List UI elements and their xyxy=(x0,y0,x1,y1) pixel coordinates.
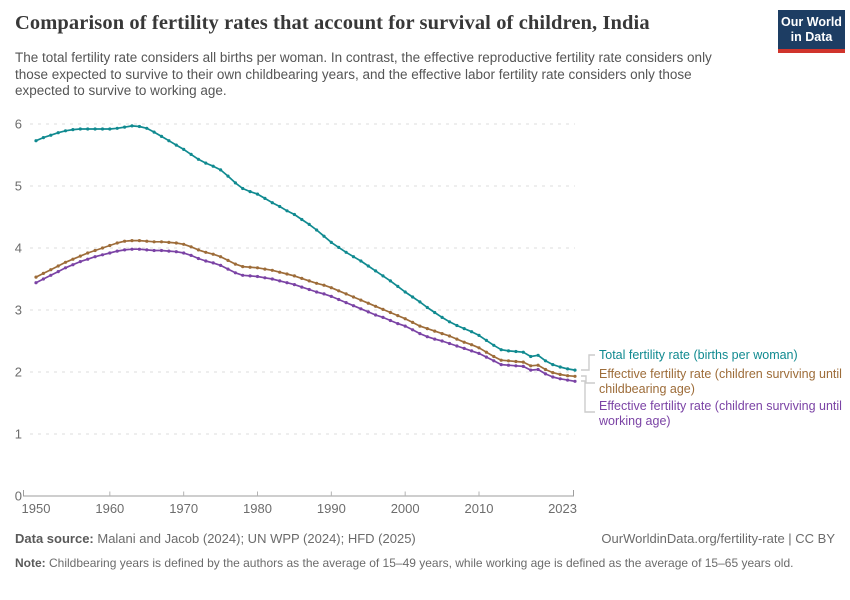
data-point[interactable] xyxy=(470,349,473,352)
data-point[interactable] xyxy=(138,125,141,128)
data-point[interactable] xyxy=(352,295,355,298)
data-point[interactable] xyxy=(396,285,399,288)
data-point[interactable] xyxy=(256,193,259,196)
y-tick-label: 2 xyxy=(14,364,22,380)
data-point[interactable] xyxy=(153,131,156,134)
data-point[interactable] xyxy=(94,127,97,130)
data-point[interactable] xyxy=(212,261,215,264)
data-point[interactable] xyxy=(418,300,421,303)
data-point[interactable] xyxy=(315,282,318,285)
data-point[interactable] xyxy=(167,241,170,244)
y-tick-label: 6 xyxy=(14,116,22,132)
data-source-value: Malani and Jacob (2024); UN WPP (2024); HFD (2025) xyxy=(93,531,416,546)
data-point[interactable] xyxy=(263,197,266,200)
data-point[interactable] xyxy=(537,354,540,357)
data-point[interactable] xyxy=(396,322,399,325)
data-point[interactable] xyxy=(278,271,281,274)
data-point[interactable] xyxy=(256,266,259,269)
data-point[interactable] xyxy=(86,251,89,254)
data-point[interactable] xyxy=(123,126,126,129)
data-point[interactable] xyxy=(441,316,444,319)
data-point[interactable] xyxy=(359,259,362,262)
data-point[interactable] xyxy=(197,257,200,260)
data-point[interactable] xyxy=(455,324,458,327)
data-point[interactable] xyxy=(204,251,207,254)
data-point[interactable] xyxy=(71,258,74,261)
data-point[interactable] xyxy=(175,250,178,253)
data-point[interactable] xyxy=(359,299,362,302)
data-point[interactable] xyxy=(79,255,82,258)
data-point[interactable] xyxy=(94,249,97,252)
data-point[interactable] xyxy=(101,127,104,130)
data-point[interactable] xyxy=(108,127,111,130)
data-point[interactable] xyxy=(182,148,185,151)
data-point[interactable] xyxy=(71,263,74,266)
data-point[interactable] xyxy=(544,368,547,371)
data-point[interactable] xyxy=(167,250,170,253)
data-point[interactable] xyxy=(485,339,488,342)
data-point[interactable] xyxy=(64,266,67,269)
data-point[interactable] xyxy=(123,240,126,243)
data-point[interactable] xyxy=(411,321,414,324)
data-point[interactable] xyxy=(167,139,170,142)
data-point[interactable] xyxy=(182,251,185,254)
data-point[interactable] xyxy=(49,134,52,137)
x-tick-label: 2023 xyxy=(548,501,577,516)
data-point[interactable] xyxy=(190,254,193,257)
data-point[interactable] xyxy=(271,269,274,272)
data-point[interactable] xyxy=(411,328,414,331)
footer xyxy=(15,531,835,571)
data-point[interactable] xyxy=(219,264,222,267)
data-point[interactable] xyxy=(359,307,362,310)
data-point[interactable] xyxy=(529,355,532,358)
data-point[interactable] xyxy=(130,239,133,242)
data-point[interactable] xyxy=(514,360,517,363)
data-point[interactable] xyxy=(544,372,547,375)
data-point[interactable] xyxy=(271,201,274,204)
data-point[interactable] xyxy=(448,334,451,337)
data-point[interactable] xyxy=(522,361,525,364)
data-point[interactable] xyxy=(418,325,421,328)
data-point[interactable] xyxy=(42,136,45,139)
data-point[interactable] xyxy=(190,153,193,156)
data-point[interactable] xyxy=(212,253,215,256)
data-point[interactable] xyxy=(470,330,473,333)
data-point[interactable] xyxy=(234,271,237,274)
x-tick-label: 1990 xyxy=(316,501,346,516)
data-point[interactable] xyxy=(116,250,119,253)
data-point[interactable] xyxy=(278,205,281,208)
y-tick-label: 3 xyxy=(14,302,22,318)
x-tick-label: 1970 xyxy=(169,501,199,516)
page-title: Comparison of fertility rates that account for survival of children, India xyxy=(15,12,650,34)
data-point[interactable] xyxy=(219,255,222,258)
data-point[interactable] xyxy=(441,339,444,342)
data-point[interactable] xyxy=(514,364,517,367)
y-tick-label: 5 xyxy=(14,178,22,194)
data-point[interactable] xyxy=(455,344,458,347)
data-point[interactable] xyxy=(448,320,451,323)
legend-connector-1 xyxy=(581,376,595,383)
data-point[interactable] xyxy=(249,190,252,193)
data-point[interactable] xyxy=(389,279,392,282)
data-point[interactable] xyxy=(404,317,407,320)
data-point[interactable] xyxy=(470,343,473,346)
x-tick-label: 2000 xyxy=(390,501,420,516)
data-point[interactable] xyxy=(507,349,510,352)
data-point[interactable] xyxy=(404,325,407,328)
data-point[interactable] xyxy=(108,251,111,254)
data-point[interactable] xyxy=(529,364,532,367)
data-point[interactable] xyxy=(49,268,52,271)
data-point[interactable] xyxy=(463,327,466,330)
data-point[interactable] xyxy=(300,277,303,280)
data-point[interactable] xyxy=(34,139,37,142)
data-point[interactable] xyxy=(448,342,451,345)
data-point[interactable] xyxy=(566,374,569,377)
x-tick-label: 1980 xyxy=(243,501,272,516)
data-point[interactable] xyxy=(522,351,525,354)
data-point[interactable] xyxy=(507,359,510,362)
data-point[interactable] xyxy=(418,332,421,335)
footer-note xyxy=(15,556,835,571)
data-point[interactable] xyxy=(241,274,244,277)
data-point[interactable] xyxy=(345,251,348,254)
data-point[interactable] xyxy=(130,124,133,127)
legend-item-2[interactable]: Effective fertility rate (children surviving until working age) xyxy=(599,399,842,428)
data-point[interactable] xyxy=(249,274,252,277)
data-point[interactable] xyxy=(566,379,569,382)
legend-item-0[interactable]: Total fertility rate (births per woman) xyxy=(599,348,798,362)
data-point[interactable] xyxy=(500,363,503,366)
data-point[interactable] xyxy=(381,308,384,311)
data-point[interactable] xyxy=(433,338,436,341)
data-point[interactable] xyxy=(573,375,576,378)
data-point[interactable] xyxy=(116,127,119,130)
data-point[interactable] xyxy=(514,350,517,353)
data-point[interactable] xyxy=(285,281,288,284)
data-point[interactable] xyxy=(79,260,82,263)
data-point[interactable] xyxy=(330,241,333,244)
data-point[interactable] xyxy=(389,319,392,322)
data-point[interactable] xyxy=(315,290,318,293)
data-point[interactable] xyxy=(500,359,503,362)
data-point[interactable] xyxy=(345,292,348,295)
data-point[interactable] xyxy=(86,258,89,261)
data-point[interactable] xyxy=(49,274,52,277)
data-point[interactable] xyxy=(426,327,429,330)
data-point[interactable] xyxy=(79,127,82,130)
data-point[interactable] xyxy=(404,290,407,293)
data-point[interactable] xyxy=(381,274,384,277)
data-point[interactable] xyxy=(57,131,60,134)
data-point[interactable] xyxy=(433,330,436,333)
data-point[interactable] xyxy=(559,373,562,376)
data-point[interactable] xyxy=(271,277,274,280)
data-point[interactable] xyxy=(337,289,340,292)
data-point[interactable] xyxy=(293,213,296,216)
data-point[interactable] xyxy=(219,168,222,171)
data-point[interactable] xyxy=(315,228,318,231)
data-point[interactable] xyxy=(381,316,384,319)
data-point[interactable] xyxy=(411,295,414,298)
data-point[interactable] xyxy=(160,240,163,243)
data-point[interactable] xyxy=(160,135,163,138)
data-point[interactable] xyxy=(308,288,311,291)
data-point[interactable] xyxy=(308,279,311,282)
data-point[interactable] xyxy=(101,253,104,256)
data-point[interactable] xyxy=(175,144,178,147)
data-point[interactable] xyxy=(42,277,45,280)
data-point[interactable] xyxy=(145,240,148,243)
data-point[interactable] xyxy=(522,365,525,368)
data-point[interactable] xyxy=(234,263,237,266)
note-value: Childbearing years is defined by the authors as the average of 15–49 years, while working age is defined as the average of 15–65 years old. xyxy=(45,556,794,570)
data-point[interactable] xyxy=(308,223,311,226)
data-point[interactable] xyxy=(94,255,97,258)
data-point[interactable] xyxy=(492,359,495,362)
y-tick-label: 4 xyxy=(14,240,22,256)
data-point[interactable] xyxy=(204,259,207,262)
data-point[interactable] xyxy=(322,235,325,238)
data-point[interactable] xyxy=(559,377,562,380)
data-point[interactable] xyxy=(300,286,303,289)
data-point[interactable] xyxy=(441,332,444,335)
y-tick-label: 0 xyxy=(14,488,22,504)
data-point[interactable] xyxy=(34,281,37,284)
data-point[interactable] xyxy=(322,284,325,287)
data-point[interactable] xyxy=(337,246,340,249)
data-point[interactable] xyxy=(130,248,133,251)
data-point[interactable] xyxy=(234,181,237,184)
x-tick-label: 1950 xyxy=(21,501,51,516)
data-point[interactable] xyxy=(433,311,436,314)
data-point[interactable] xyxy=(500,348,503,351)
data-point[interactable] xyxy=(426,335,429,338)
data-point[interactable] xyxy=(559,365,562,368)
data-point[interactable] xyxy=(278,279,281,282)
data-point[interactable] xyxy=(322,292,325,295)
data-point[interactable] xyxy=(145,127,148,130)
x-tick-label: 1960 xyxy=(95,501,125,516)
owid-logo-line1: Our World xyxy=(781,15,842,29)
data-point[interactable] xyxy=(426,306,429,309)
data-point[interactable] xyxy=(529,369,532,372)
data-source-text xyxy=(15,531,416,546)
data-point[interactable] xyxy=(241,265,244,268)
data-point[interactable] xyxy=(64,129,67,132)
data-point[interactable] xyxy=(153,249,156,252)
data-point[interactable] xyxy=(463,341,466,344)
data-point[interactable] xyxy=(175,241,178,244)
data-point[interactable] xyxy=(485,351,488,354)
data-point[interactable] xyxy=(537,368,540,371)
data-point[interactable] xyxy=(190,245,193,248)
data-point[interactable] xyxy=(57,264,60,267)
data-point[interactable] xyxy=(337,298,340,301)
data-point[interactable] xyxy=(64,261,67,264)
y-tick-label: 1 xyxy=(14,426,22,442)
data-point[interactable] xyxy=(285,272,288,275)
data-point[interactable] xyxy=(197,158,200,161)
data-point[interactable] xyxy=(71,128,74,131)
x-tick-label: 2010 xyxy=(464,501,494,516)
chart-subtitle: The total fertility rate considers all births per woman. In contrast, the effective reproductive fertility rate considers only those expected to survive to their own childbearing years, and the effective labor fertility rate considers only those expected to survive to working age. xyxy=(15,50,712,98)
owid-logo-line2: in Data xyxy=(790,30,833,44)
data-point[interactable] xyxy=(42,272,45,275)
data-point[interactable] xyxy=(101,246,104,249)
data-point[interactable] xyxy=(477,346,480,349)
data-point[interactable] xyxy=(204,162,207,165)
owid-url-link[interactable]: OurWorldinData.org/fertility-rate | CC BY xyxy=(601,531,835,546)
data-point[interactable] xyxy=(492,344,495,347)
data-point[interactable] xyxy=(300,218,303,221)
data-source-label: Data source: xyxy=(15,531,94,546)
data-point[interactable] xyxy=(116,241,119,244)
data-point[interactable] xyxy=(374,313,377,316)
data-point[interactable] xyxy=(241,187,244,190)
data-point[interactable] xyxy=(256,275,259,278)
data-point[interactable] xyxy=(345,301,348,304)
data-point[interactable] xyxy=(352,304,355,307)
data-point[interactable] xyxy=(285,209,288,212)
data-point[interactable] xyxy=(477,352,480,355)
data-point[interactable] xyxy=(249,266,252,269)
data-point[interactable] xyxy=(293,274,296,277)
data-point[interactable] xyxy=(551,363,554,366)
legend-connector-2 xyxy=(581,381,595,412)
data-point[interactable] xyxy=(544,359,547,362)
data-point[interactable] xyxy=(551,371,554,374)
data-point[interactable] xyxy=(263,268,266,271)
data-point[interactable] xyxy=(226,175,229,178)
data-point[interactable] xyxy=(573,369,576,372)
data-point[interactable] xyxy=(551,375,554,378)
data-point[interactable] xyxy=(212,165,215,168)
data-point[interactable] xyxy=(374,269,377,272)
data-point[interactable] xyxy=(396,314,399,317)
data-point[interactable] xyxy=(86,127,89,130)
note-label: Note: xyxy=(15,556,46,570)
data-point[interactable] xyxy=(389,311,392,314)
legend-item-1[interactable]: Effective fertility rate (children surviving until childbearing age) xyxy=(599,367,842,396)
data-point[interactable] xyxy=(485,356,488,359)
data-point[interactable] xyxy=(477,334,480,337)
data-point[interactable] xyxy=(367,310,370,313)
data-point[interactable] xyxy=(293,283,296,286)
data-point[interactable] xyxy=(108,244,111,247)
data-point[interactable] xyxy=(123,248,126,251)
data-point[interactable] xyxy=(507,364,510,367)
data-point[interactable] xyxy=(566,367,569,370)
data-point[interactable] xyxy=(367,264,370,267)
data-point[interactable] xyxy=(263,276,266,279)
data-point[interactable] xyxy=(455,338,458,341)
data-point[interactable] xyxy=(153,240,156,243)
data-point[interactable] xyxy=(197,248,200,251)
data-point[interactable] xyxy=(182,243,185,246)
data-point[interactable] xyxy=(573,380,576,383)
data-point[interactable] xyxy=(138,248,141,251)
data-point[interactable] xyxy=(226,259,229,262)
data-point[interactable] xyxy=(537,364,540,367)
data-point[interactable] xyxy=(367,302,370,305)
data-point[interactable] xyxy=(330,286,333,289)
legend-connector-0 xyxy=(581,355,595,370)
data-point[interactable] xyxy=(160,249,163,252)
data-point[interactable] xyxy=(138,239,141,242)
data-point[interactable] xyxy=(145,248,148,251)
data-point[interactable] xyxy=(463,347,466,350)
data-point[interactable] xyxy=(492,355,495,358)
data-point[interactable] xyxy=(34,276,37,279)
data-point[interactable] xyxy=(330,295,333,298)
data-point[interactable] xyxy=(226,268,229,271)
data-point[interactable] xyxy=(57,270,60,273)
data-point[interactable] xyxy=(374,305,377,308)
data-point[interactable] xyxy=(352,255,355,258)
